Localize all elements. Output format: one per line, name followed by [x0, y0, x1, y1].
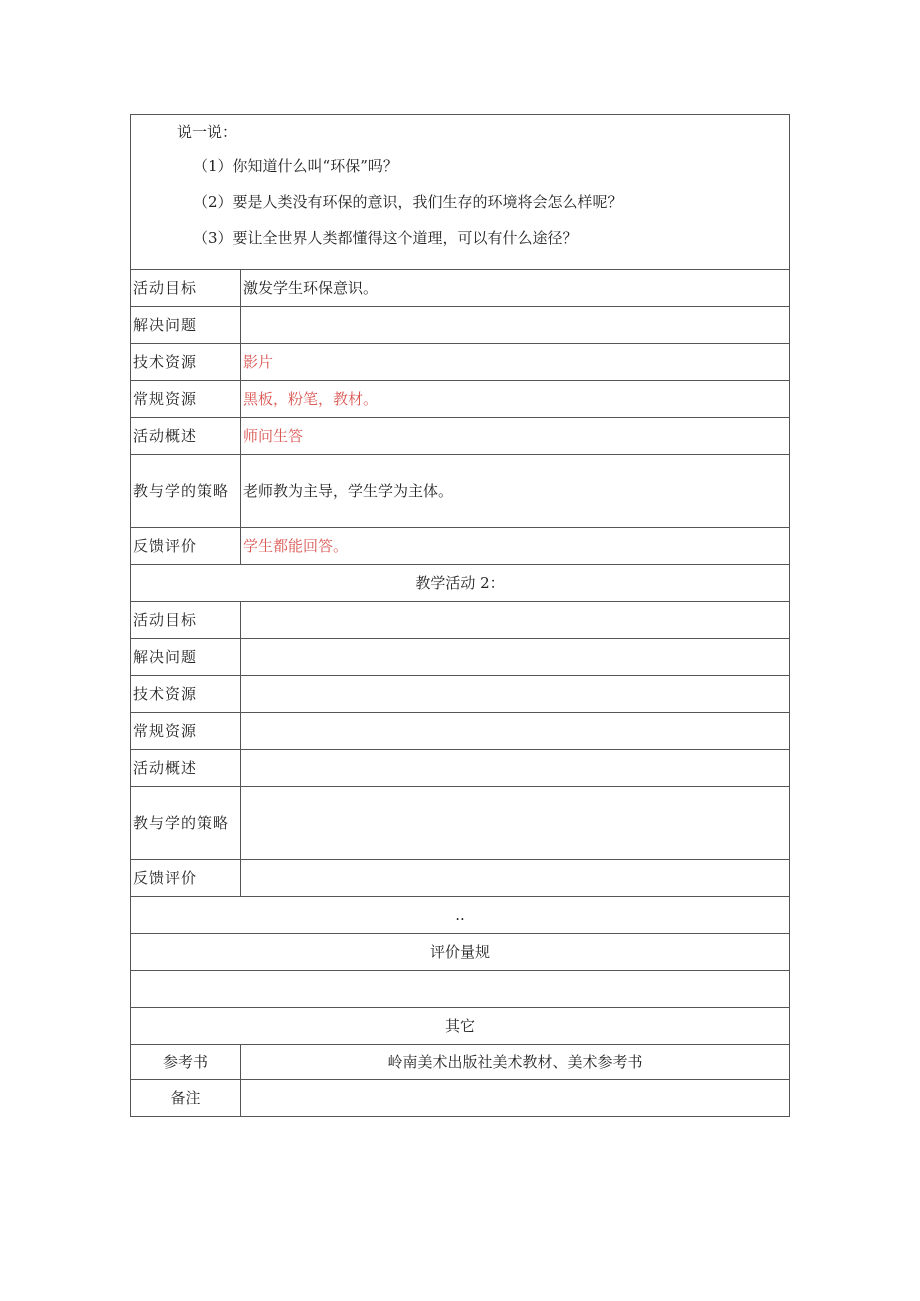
- discussion-question-3: （3）要让全世界人类都懂得这个道理，可以有什么途径？: [193, 229, 578, 247]
- table-row: [131, 713, 790, 750]
- row-label: 活动目标: [131, 270, 241, 307]
- row-label: 解决问题: [131, 307, 241, 344]
- table-row: [131, 381, 790, 418]
- discussion-section: [131, 115, 790, 270]
- table-row: [131, 750, 790, 787]
- row-value: 学生都能回答。: [241, 528, 790, 565]
- discussion-heading: 说一说：: [177, 123, 238, 141]
- row-label: 解决问题: [131, 639, 241, 676]
- row-value: 黑板，粉笔，教材。: [241, 381, 790, 418]
- row-value: [241, 860, 790, 897]
- row-label: 教与学的策略: [131, 787, 241, 860]
- table-row: [131, 344, 790, 381]
- other-title: 其它: [131, 1008, 790, 1045]
- row-value: [241, 713, 790, 750]
- table-row: [131, 1045, 790, 1080]
- table-row: [131, 528, 790, 565]
- notes-value: [241, 1080, 790, 1117]
- row-label: 活动概述: [131, 750, 241, 787]
- table-row: [131, 455, 790, 528]
- row-label: 常规资源: [131, 381, 241, 418]
- table-row: [131, 307, 790, 344]
- activity-2-title: 教学活动 2：: [131, 565, 790, 602]
- table-row: [131, 860, 790, 897]
- notes-label: 备注: [131, 1080, 241, 1117]
- row-label: 常规资源: [131, 713, 241, 750]
- lesson-plan-table: [130, 114, 790, 1117]
- row-label: 技术资源: [131, 344, 241, 381]
- table-row: [131, 1080, 790, 1117]
- row-value: 影片: [241, 344, 790, 381]
- row-value: 激发学生环保意识。: [241, 270, 790, 307]
- row-label: 反馈评价: [131, 860, 241, 897]
- reference-label: 参考书: [131, 1045, 241, 1080]
- table-row: [131, 639, 790, 676]
- table-row: [131, 270, 790, 307]
- row-value: [241, 676, 790, 713]
- table-row: [131, 602, 790, 639]
- row-label: 活动目标: [131, 602, 241, 639]
- row-label: 技术资源: [131, 676, 241, 713]
- reference-value: 岭南美术出版社美术教材、美术参考书: [241, 1045, 790, 1080]
- row-value: [241, 750, 790, 787]
- table-row: [131, 418, 790, 455]
- row-value: 老师教为主导，学生学为主体。: [241, 455, 790, 528]
- row-label: 反馈评价: [131, 528, 241, 565]
- row-value: [241, 787, 790, 860]
- row-value: [241, 602, 790, 639]
- row-label: 活动概述: [131, 418, 241, 455]
- discussion-question-1: （1）你知道什么叫“环保”吗？: [193, 157, 398, 175]
- rubric-content: [131, 971, 790, 1008]
- row-value: [241, 639, 790, 676]
- row-label: 教与学的策略: [131, 455, 241, 528]
- table-row: [131, 676, 790, 713]
- rubric-title: 评价量规: [131, 934, 790, 971]
- row-value: [241, 307, 790, 344]
- table-row: [131, 787, 790, 860]
- discussion-question-2: （2）要是人类没有环保的意识，我们生存的环境将会怎么样呢？: [193, 193, 623, 211]
- ellipsis-row: ..: [131, 897, 790, 934]
- row-value: 师问生答: [241, 418, 790, 455]
